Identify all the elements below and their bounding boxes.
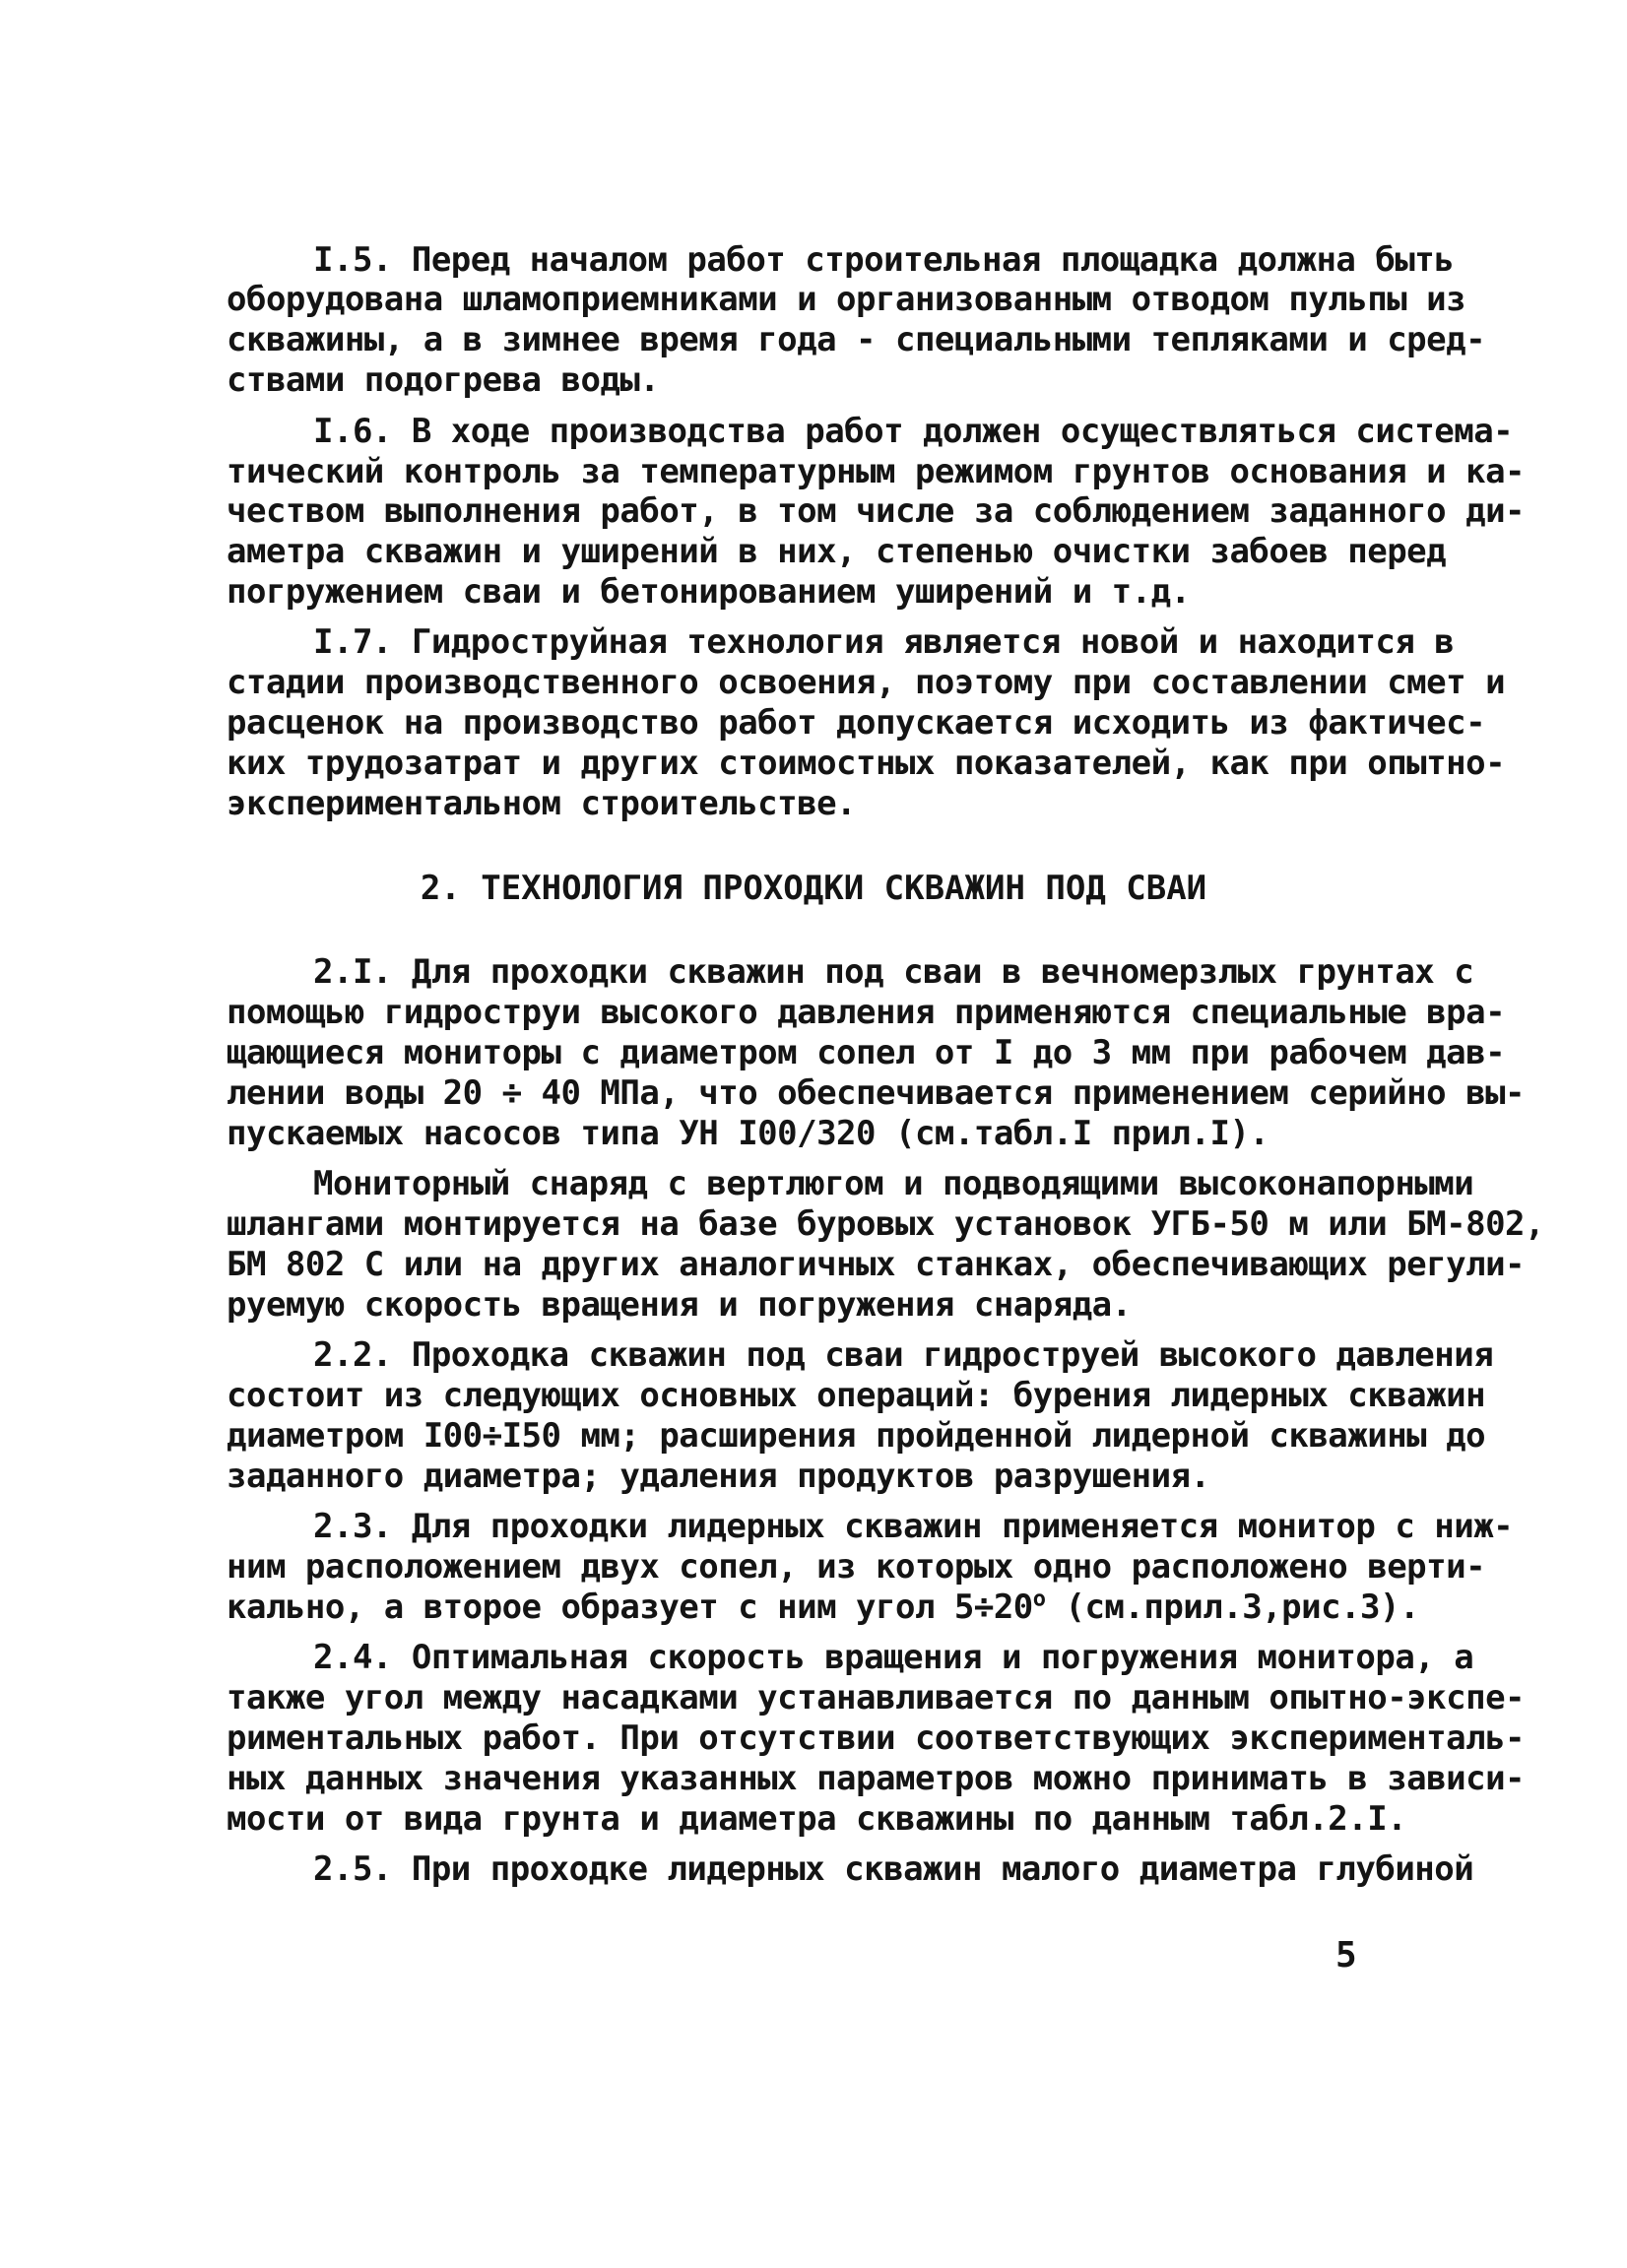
text-line: ких трудозатрат и других стоимостных показателей, как при опытно-	[227, 744, 1506, 783]
text-line: лении воды 20 ÷ 40 МПа, что обеспечивается применением серийно вы-	[227, 1073, 1526, 1113]
section-heading: 2. ТЕХНОЛОГИЯ ПРОХОДКИ СКВАЖИН ПОД СВАИ	[420, 869, 1207, 908]
text-line: скважины, а в зимнее время года - специальными тепляками и сред-	[227, 320, 1486, 359]
text-line: тический контроль за температурным режимом грунтов основания и ка-	[227, 452, 1526, 491]
text-line: I.6. В ходе производства работ должен осуществляться система-	[313, 412, 1514, 451]
text-line: 2.3. Для проходки лидерных скважин применяется монитор с ниж-	[313, 1507, 1514, 1546]
text-fragment: кально, а второе образует с ним угол 5÷20	[227, 1588, 1033, 1627]
text-line: ним расположением двух сопел, из которых одно расположено верти-	[227, 1547, 1486, 1587]
page-number: 5	[1335, 1935, 1357, 1976]
text-line: риментальных работ. При отсутствии соответствующих эксперименталь-	[227, 1718, 1526, 1758]
text-line: экспериментальном строительстве.	[227, 784, 857, 823]
text-line: ных данных значения указанных параметров можно принимать в зависи-	[227, 1759, 1526, 1798]
text-line: диаметром I00÷I50 мм; расширения пройденной лидерной скважины до	[227, 1416, 1486, 1456]
text-line: заданного диаметра; удаления продуктов разрушения.	[227, 1457, 1210, 1496]
text-line: руемую скорость вращения и погружения снаряда.	[227, 1285, 1132, 1325]
text-line: Мониторный снаряд с вертлюгом и подводящими высоконапорными	[313, 1164, 1474, 1203]
text-line: щающиеся мониторы с диаметром сопел от I до 3 мм при рабочем дав-	[227, 1033, 1506, 1072]
text-fragment: (см.прил.3,рис.3).	[1045, 1588, 1419, 1627]
text-line: также угол между насадками устанавливается по данным опытно-экспе-	[227, 1678, 1526, 1717]
text-line: 2.4. Оптимальная скорость вращения и погружения монитора, а	[313, 1638, 1474, 1677]
text-line: помощью гидроструи высокого давления применяются специальные вра-	[227, 993, 1506, 1032]
text-line	[227, 1587, 1419, 1627]
text-line: погружением сваи и бетонированием уширений и т.д.	[227, 572, 1191, 612]
text-line: БМ 802 С или на других аналогичных станках, обеспечивающих регули-	[227, 1245, 1526, 1284]
text-line: 2.5. При проходке лидерных скважин малого диаметра глубиной	[313, 1849, 1474, 1889]
text-line: расценок на производство работ допускается исходить из фактичес-	[227, 703, 1486, 743]
text-line: аметра скважин и уширений в них, степенью очистки забоев перед	[227, 532, 1447, 571]
text-line: 2.2. Проходка скважин под сваи гидроструей высокого давления	[313, 1335, 1494, 1375]
text-line: 2.I. Для проходки скважин под сваи в вечномерзлых грунтах с	[313, 952, 1474, 992]
text-line: ствами подогрева воды.	[227, 360, 660, 400]
text-line: пускаемых насосов типа УН I00/320 (см.табл.I прил.I).	[227, 1114, 1269, 1153]
text-line: оборудована шламоприемниками и организованным отводом пульпы из	[227, 280, 1466, 319]
text-line: чеством выполнения работ, в том числе за соблюдением заданного ди-	[227, 491, 1526, 531]
text-line: шлангами монтируется на базе буровых установок УГБ-50 м или БМ-802,	[227, 1204, 1544, 1244]
text-line: мости от вида грунта и диаметра скважины по данным табл.2.I.	[227, 1799, 1407, 1839]
text-line: стадии производственного освоения, поэтому при составлении смет и	[227, 663, 1506, 702]
text-line: I.7. Гидроструйная технология является новой и находится в	[313, 622, 1455, 662]
text-line: состоит из следующих основных операций: бурения лидерных скважин	[227, 1376, 1486, 1415]
degree-sign: о	[1032, 1587, 1046, 1612]
text-line: I.5. Перед началом работ строительная площадка должна быть	[313, 240, 1455, 280]
